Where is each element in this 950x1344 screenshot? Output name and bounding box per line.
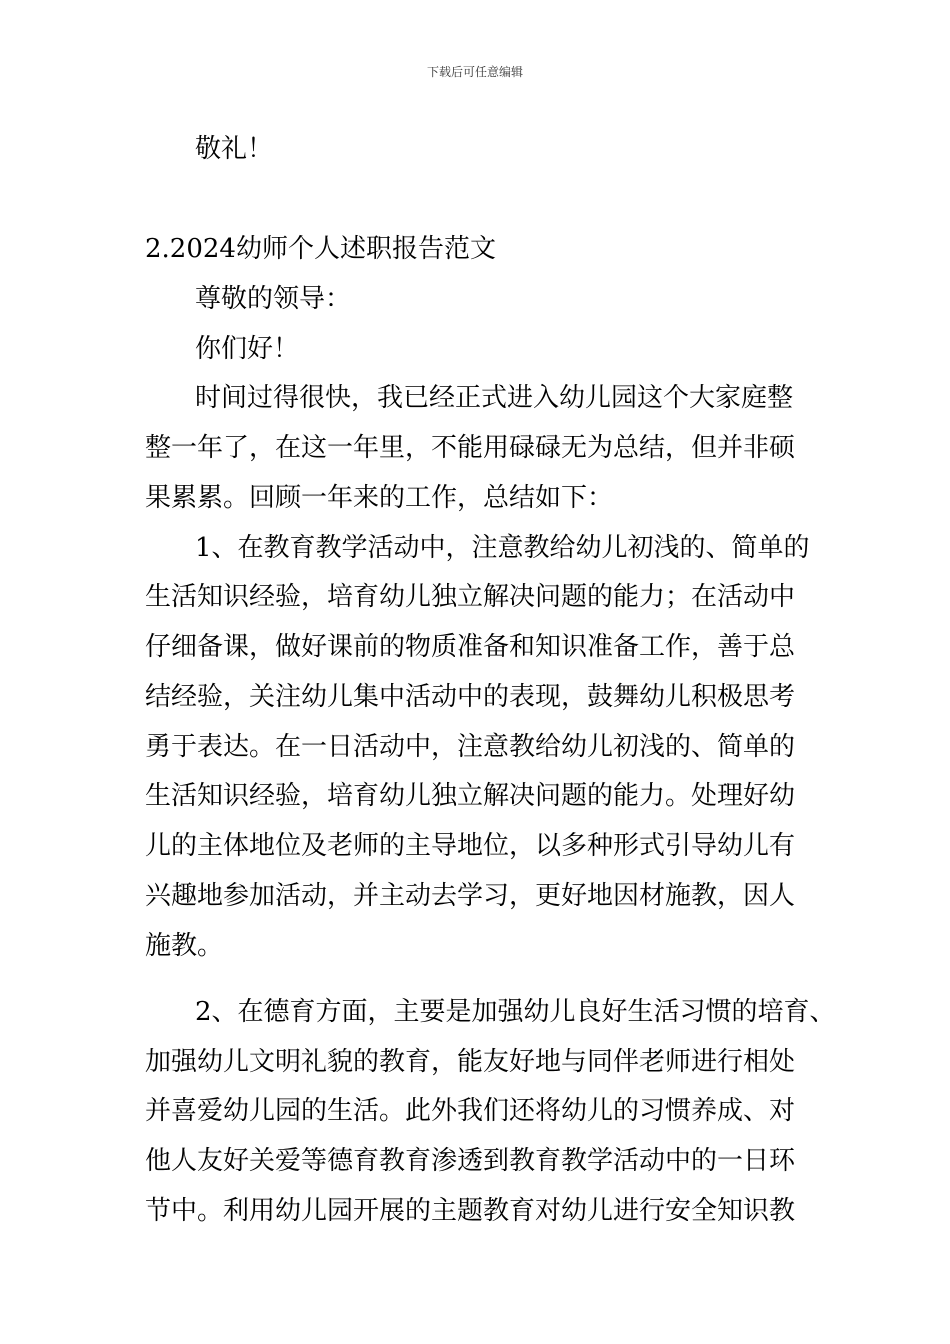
paragraph-line: 生活知识经验，培育幼儿独立解决问题的能力。处理好幼 (145, 781, 796, 811)
paragraph-line: 果累累。回顾一年来的工作，总结如下： (145, 483, 614, 513)
page-header: 下载后可任意编辑 (426, 65, 523, 79)
greeting-line: 你们好！ (195, 334, 300, 364)
closing-salutation: 敬礼！ (195, 134, 274, 164)
paragraph-line: 节中。利用幼儿园开展的主题教育对幼儿进行安全知识教 (145, 1196, 796, 1226)
paragraph-line: 加强幼儿文明礼貌的教育，能友好地与同伴老师进行相处 (145, 1047, 796, 1077)
paragraph-line: 他人友好关爱等德育教育渗透到教育教学活动中的一日环 (145, 1146, 796, 1176)
paragraph-line: 勇于表达。在一日活动中，注意教给幼儿初浅的、简单的 (145, 732, 796, 762)
paragraph-line: 2、在德育方面，主要是加强幼儿良好生活习惯的培育、 (195, 997, 836, 1027)
paragraph-line: 结经验，关注幼儿集中活动中的表现，鼓舞幼儿积极思考 (145, 682, 796, 712)
paragraph-line: 1、在教育教学活动中，注意教给幼儿初浅的、简单的 (195, 533, 810, 563)
paragraph-line: 整一年了，在这一年里，不能用碌碌无为总结，但并非硕 (145, 433, 796, 463)
paragraph-line: 时间过得很快，我已经正式进入幼儿园这个大家庭整 (195, 383, 794, 413)
paragraph-line: 并喜爱幼儿园的生活。此外我们还将幼儿的习惯养成、对 (145, 1096, 796, 1126)
paragraph-line: 儿的主体地位及老师的主导地位，以多种形式引导幼儿有 (145, 831, 796, 861)
paragraph-line: 生活知识经验，培育幼儿独立解决问题的能力；在活动中 (145, 582, 796, 612)
paragraph-line: 仔细备课，做好课前的物质准备和知识准备工作，善于总 (145, 632, 796, 662)
section-title: 2.2024幼师个人述职报告范文 (145, 234, 496, 264)
greeting-line: 尊敬的领导： (195, 284, 352, 314)
paragraph-line: 施教。 (145, 931, 224, 961)
paragraph-line: 兴趣地参加活动，并主动去学习，更好地因材施教，因人 (145, 881, 796, 911)
